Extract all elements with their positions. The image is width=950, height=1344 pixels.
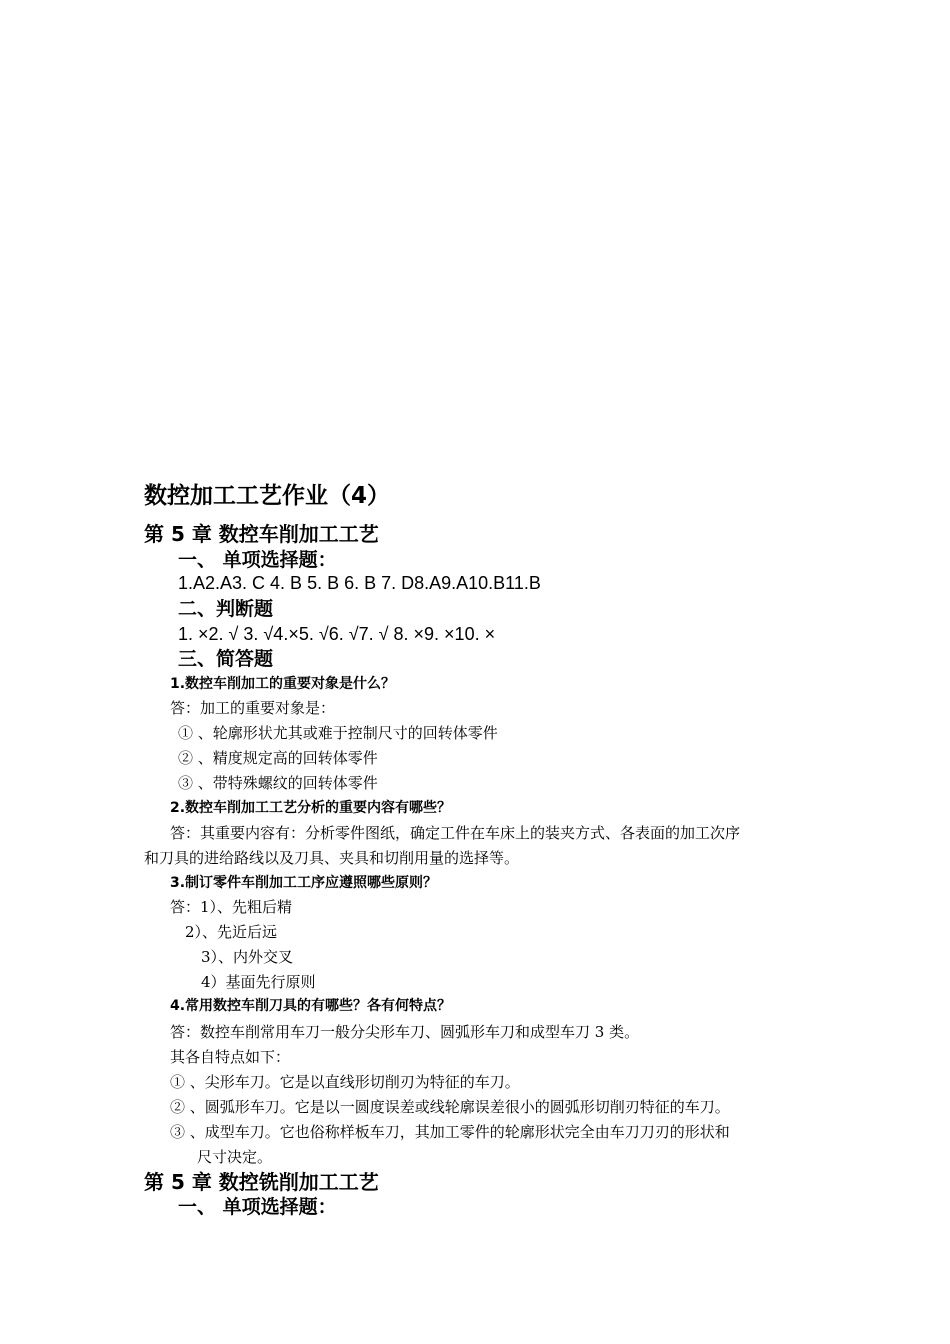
answer-3-item: 3）、内外交叉 bbox=[201, 948, 294, 966]
answer-4-features-intro: 其各自特点如下： bbox=[170, 1048, 291, 1066]
true-false-answers: 1. ×2. √ 3. √4.×5. √6. √7. √ 8. ×9. ×10. × bbox=[178, 624, 496, 644]
answer-1-item: ③ 、带特殊螺纹的回转体零件 bbox=[178, 774, 378, 792]
answer-4-item: ① 、尖形车刀。它是以直线形切削刃为特征的车刀。 bbox=[170, 1073, 520, 1091]
answer-4-intro: 答：数控车削常用车刀一般分尖形车刀、圆弧形车刀和成型车刀 3 类。 bbox=[170, 1023, 640, 1041]
answer-3-item: 4）基面先行原则 bbox=[201, 973, 316, 991]
section-heading-single-choice: 一、 单项选择题： bbox=[178, 549, 337, 571]
section-heading-single-choice: 一、 单项选择题： bbox=[178, 1196, 337, 1218]
answer-1-item: ② 、精度规定高的回转体零件 bbox=[178, 749, 378, 767]
answer-1-intro: 答：加工的重要对象是： bbox=[170, 699, 336, 717]
answer-4-item: ③ 、成型车刀。它也俗称样板车刀，其加工零件的轮廓形状完全由车刀刀刃的形状和 bbox=[170, 1123, 730, 1141]
single-choice-answers: 1.A2.A3. C 4. B 5. B 6. B 7. D8.A9.A10.B11.B bbox=[178, 573, 541, 593]
question-3: 3.制订零件车削加工工序应遵照哪些原则？ bbox=[170, 875, 438, 891]
question-4: 4.常用数控车削刀具的有哪些？各有何特点？ bbox=[170, 998, 452, 1014]
answer-4-item: ② 、圆弧形车刀。它是以一圆度误差或线轮廓误差很小的圆弧形切削刃特征的车刀。 bbox=[170, 1098, 730, 1116]
answer-2-line: 答：其重要内容有：分析零件图纸，确定工件在车床上的装夹方式、各表面的加工次序 bbox=[170, 824, 741, 842]
answer-3-item: 答：1）、先粗后精 bbox=[170, 898, 293, 916]
chapter-heading: 第 5 章 数控车削加工工艺 bbox=[144, 522, 379, 546]
section-heading-short-answer: 三、简答题 bbox=[178, 648, 274, 670]
answer-1-item: ① 、轮廓形状尤其或难于控制尺寸的回转体零件 bbox=[178, 724, 498, 742]
document-title: 数控加工工艺作业（4） bbox=[144, 483, 391, 509]
question-2: 2.数控车削加工工艺分析的重要内容有哪些？ bbox=[170, 800, 452, 816]
answer-4-item-continuation: 尺寸决定。 bbox=[197, 1148, 273, 1166]
section-heading-true-false: 二、判断题 bbox=[178, 598, 274, 620]
answer-2-line: 和刀具的进给路线以及刀具、夹具和切削用量的选择等。 bbox=[144, 849, 520, 867]
chapter-heading: 第 5 章 数控铣削加工工艺 bbox=[144, 1170, 379, 1194]
question-1: 1.数控车削加工的重要对象是什么？ bbox=[170, 676, 396, 692]
answer-3-item: 2）、先近后远 bbox=[185, 923, 278, 941]
